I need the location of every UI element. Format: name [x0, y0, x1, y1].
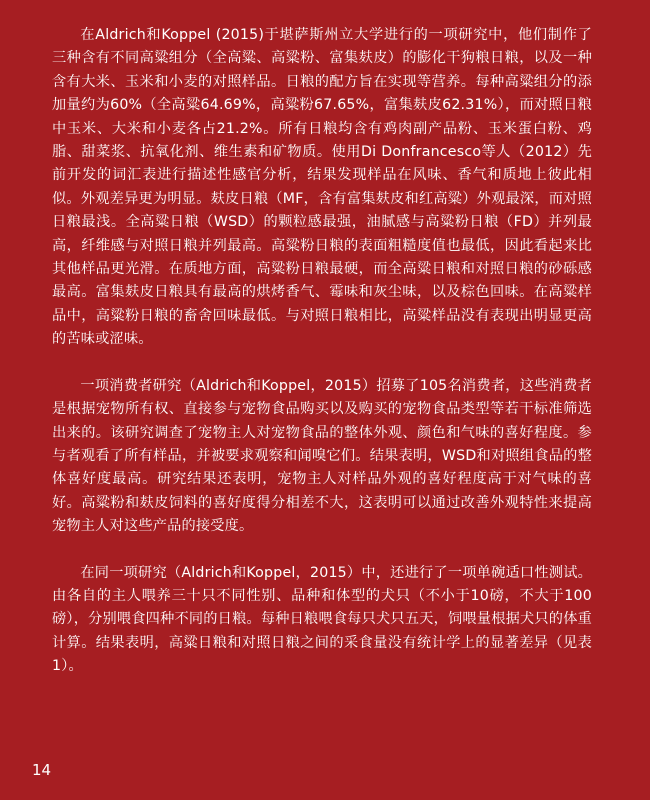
paragraph-sensory-study: 在Aldrich和Koppel (2015)于堪萨斯州立大学进行的一项研究中，他们制作了三种含有不同高粱组分（全高粱、高粱粉、富集麸皮）的膨化干狗粮日粮，以及一种含有大米、玉米和小麦的对照样品。日粮的配方旨在实现等营养。每种高粱组分的添加量约为60%（全高粱64.69%，高粱粉67.65%，富集麸皮62.31%），而对照日粮中玉米、大米和小麦各占21.2%。所有日粮均含有鸡肉副产品粉、玉米蛋白粉、鸡脂、甜菜浆、抗氧化剂、维生素和矿物质。使用Di Donfrancesco等人（2012）先前开发的词汇表进行描述性感官分析，结果发现样品在风味、香气和质地上彼此相似。外观差异更为明显。麸皮日粮（MF，含有富集麸皮和红高粱）外观最深，而对照日粮最浅。全高粱日粮（WSD）的颗粒感最强，油腻感与高粱粉日粮（FD）并列最高，纤维感与对照日粮并列最高。高粱粉日粮的表面粗糙度值也最低，因此看起来比其他样品更光滑。在质地方面，高粱粉日粮最硬，而全高粱日粮和对照日粮的砂砾感最高。富集麸皮日粮具有最高的烘烤香气、霉味和灰尘味，以及棕色回味。在高粱样品中，高粱粉日粮的畜舍回味最低。与对照日粮相比，高粱样品没有表现出明显更高的苦味或涩味。: [52, 27, 592, 348]
paragraph-consumer-study: 一项消费者研究（Aldrich和Koppel，2015）招募了105名消费者，这些消费者是根据宠物所有权、直接参与宠物食品购买以及购买的宠物食品类型等若干标准筛选出来的。该研究调查了宠物主人对宠物食品的整体外观、颜色和气味的喜好程度。参与者观看了所有样品，并被要求观察和闻嗅它们。结果表明，WSD和对照组食品的整体喜好度最高。研究结果还表明，宠物主人对样品外观的喜好程度高于对气味的喜好。高粱粉和麸皮饲料的喜好度得分相差不大，这表明可以通过改善外观特性来提高宠物主人对这些产品的接受度。: [52, 377, 592, 535]
page-number: 14: [32, 761, 52, 779]
paragraph-palatability-test: 在同一项研究（Aldrich和Koppel，2015）中，还进行了一项单碗适口性测试。由各自的主人喂养三十只不同性别、品种和体型的犬只（不小于10磅，不大于100磅），分别喂食四种不同的日粮。每种日粮喂食每只犬只五天，饲喂量根据犬只的体重计算。结果表明，高粱日粮和对照日粮之间的采食量没有统计学上的显著差异（见表1）。: [52, 564, 592, 675]
body-text: [52, 24, 592, 702]
